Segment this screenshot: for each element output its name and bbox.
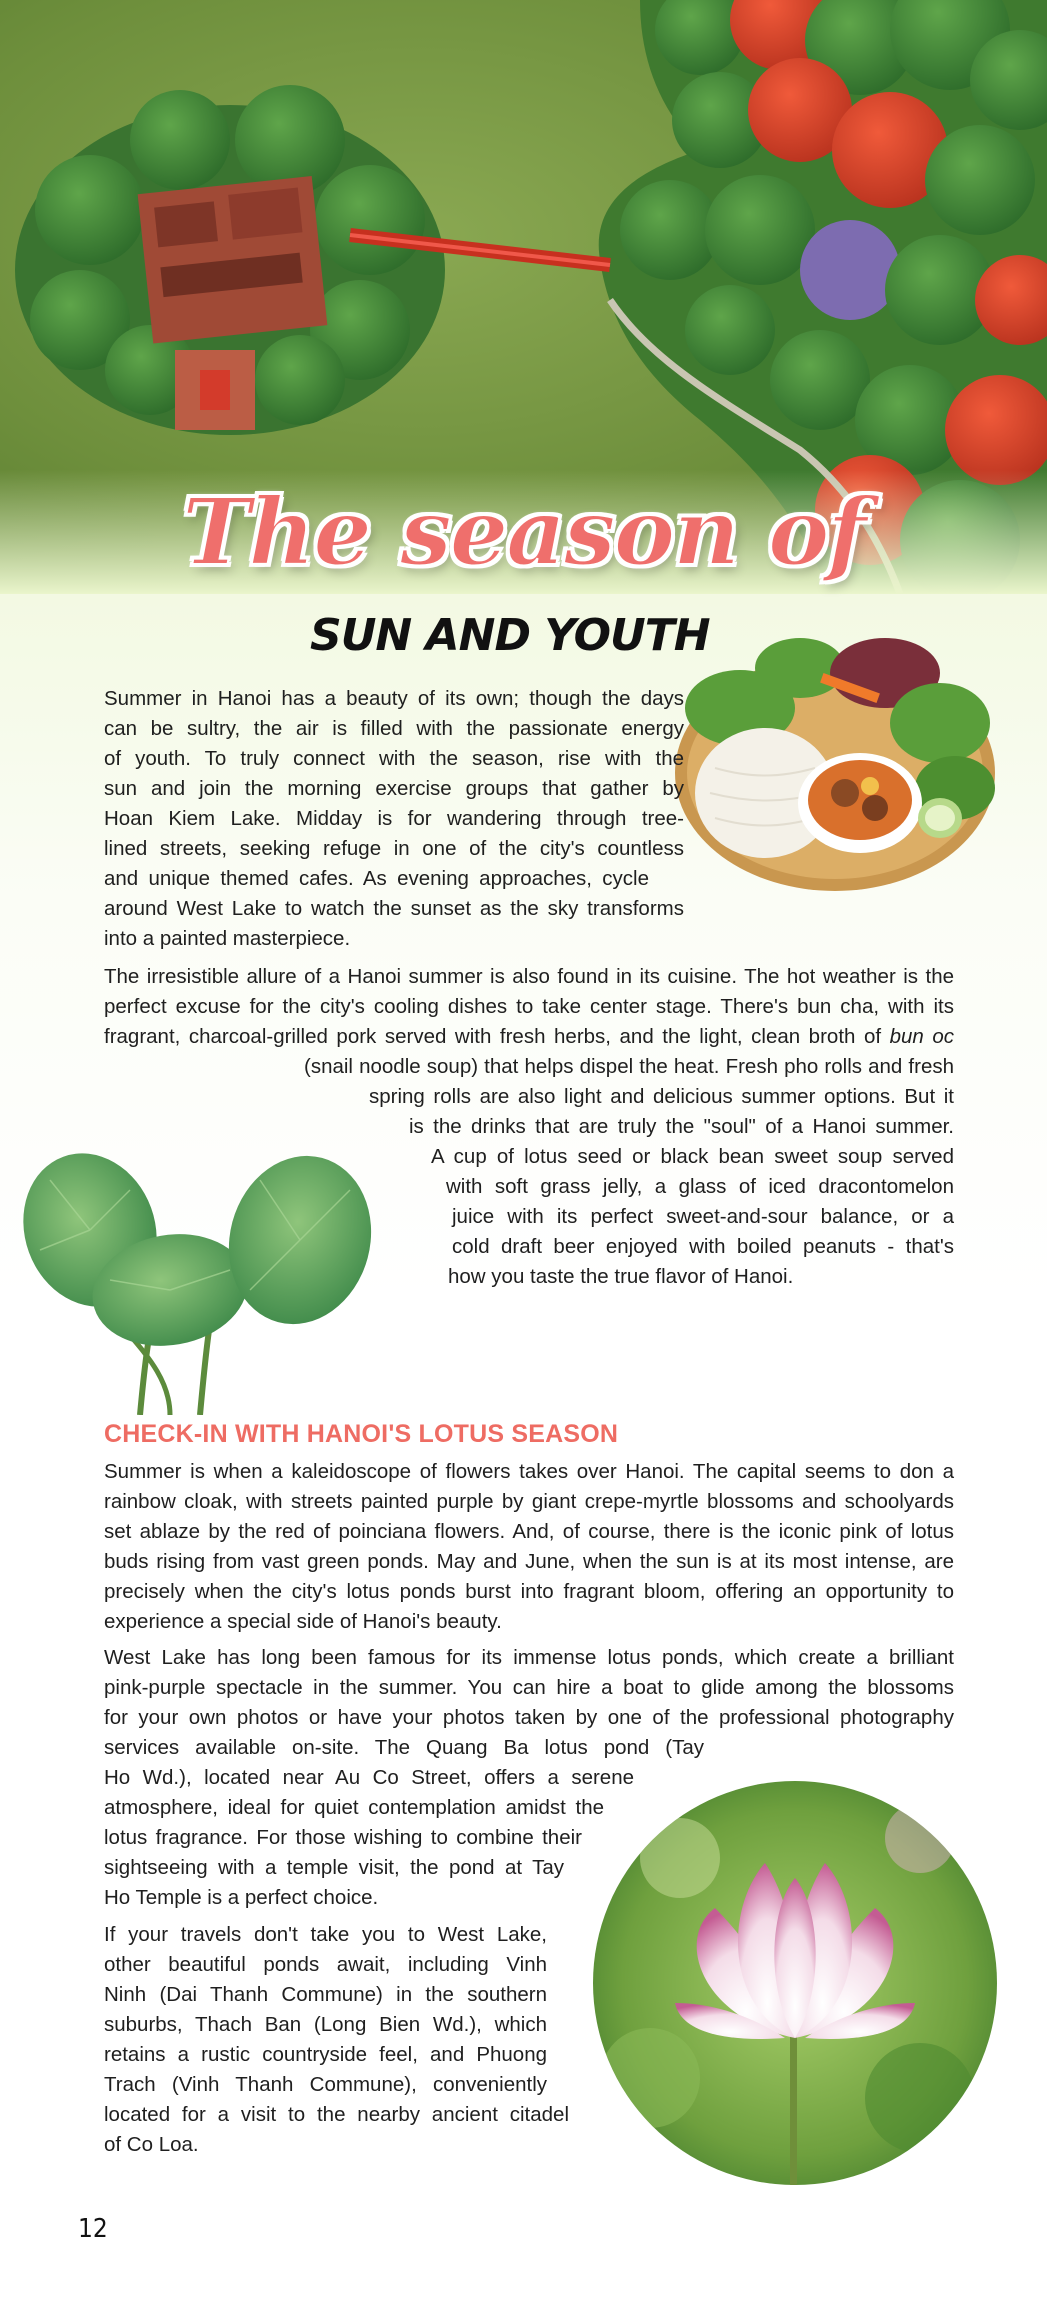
intro-line: can be sultry, the air is filled with the passionate energy: [104, 717, 684, 740]
bun-cha-illustration: [670, 628, 1000, 898]
intro-line: into a painted masterpiece.: [104, 927, 351, 950]
lotus-p2-line: for your own photos or have your photos taken by one of the professional photography: [104, 1706, 954, 1729]
page-number: 12: [78, 2214, 108, 2244]
lotus-p3-line: other beautiful ponds await, including Vinh: [104, 1953, 547, 1976]
intro-line: sun and join the morning exercise groups that gather by: [104, 777, 684, 800]
lotus-p1-line: buds rising from vast green ponds. May and June, when the sun is at its most intense, are: [104, 1550, 954, 1573]
lotus-leaves-illustration: [20, 1140, 380, 1415]
title-subtitle: SUN AND YOUTH: [310, 610, 710, 661]
lotus-p1-line: experience a special side of Hanoi's beauty.: [104, 1610, 502, 1633]
cuisine-line: perfect excuse for the city's cooling dishes to take center stage. There's bun cha, with its: [104, 995, 954, 1018]
lotus-p2-line: Ho Wd.), located near Au Co Street, offers a serene: [104, 1766, 634, 1789]
intro-line: and unique themed cafes. As evening approaches, cycle: [104, 867, 649, 890]
cuisine-line: spring rolls are also light and delicious summer options. But it: [369, 1085, 954, 1108]
cuisine-line: The irresistible allure of a Hanoi summer is also found in its cuisine. The hot weather is the: [104, 965, 954, 988]
lotus-flower-photo: [590, 1778, 1000, 2188]
lotus-p3-line: located for a visit to the nearby ancient citadel: [104, 2103, 569, 2126]
lotus-p2-line: services available on-site. The Quang Ba lotus pond (Tay: [104, 1736, 704, 1759]
lotus-flower-illustration: [590, 1778, 1000, 2188]
intro-line: around West Lake to watch the sunset as the sky transforms: [104, 897, 684, 920]
cuisine-italic-term: bun oc: [889, 1025, 954, 1048]
intro-line: Hoan Kiem Lake. Midday is for wandering through tree-: [104, 807, 684, 830]
intro-paragraph: [104, 684, 684, 954]
cuisine-line: [104, 1022, 954, 1052]
lotus-paragraph-1: [104, 1457, 954, 1637]
cuisine-line: how you taste the true flavor of Hanoi.: [448, 1265, 794, 1288]
lotus-p2-line: pink-purple spectacle in the summer. You can hire a boat to glide among the blossoms: [104, 1676, 954, 1699]
lotus-p2-line: Ho Temple is a perfect choice.: [104, 1886, 379, 1909]
lotus-p3-line: Ninh (Dai Thanh Commune) in the southern: [104, 1983, 547, 2006]
lotus-p1-line: rainbow cloak, with streets painted purple by giant crepe-myrtle blossoms and schoolyards: [104, 1490, 954, 1513]
lotus-p2-line: West Lake has long been famous for its immense lotus ponds, which create a brilliant: [104, 1646, 954, 1669]
lotus-leaves-photo: [20, 1140, 380, 1415]
title-script: The season of: [182, 478, 865, 586]
lotus-p3-line: Trach (Vinh Thanh Commune), conveniently: [104, 2073, 547, 2096]
lotus-p2-line: atmosphere, ideal for quiet contemplation amidst the: [104, 1796, 604, 1819]
lotus-p2-line: lotus fragrance. For those wishing to combine their: [104, 1826, 582, 1849]
cuisine-line: is the drinks that are truly the "soul" of a Hanoi summer.: [409, 1115, 954, 1138]
cuisine-line: cold draft beer enjoyed with boiled peanuts - that's: [452, 1235, 954, 1258]
lotus-p1-line: set ablaze by the red of poinciana flowers. And, of course, there is the iconic pink of lotus: [104, 1520, 954, 1543]
section-heading-lotus: CHECK-IN WITH HANOI'S LOTUS SEASON: [104, 1420, 619, 1448]
cuisine-line: with soft grass jelly, a glass of iced dracontomelon: [446, 1175, 954, 1198]
cuisine-line: juice with its perfect sweet-and-sour balance, or a: [452, 1205, 954, 1228]
intro-line: Summer in Hanoi has a beauty of its own; though the days: [104, 687, 684, 710]
lotus-p3-line: If your travels don't take you to West Lake,: [104, 1923, 547, 1946]
lotus-p2-line: sightseeing with a temple visit, the pond at Tay: [104, 1856, 564, 1879]
lotus-p1-line: precisely when the city's lotus ponds burst into fragrant bloom, offering an opportunity to: [104, 1580, 954, 1603]
intro-line: lined streets, seeking refuge in one of the city's countless: [104, 837, 684, 860]
lotus-p1-line: Summer is when a kaleidoscope of flowers takes over Hanoi. The capital seems to don a: [104, 1460, 954, 1483]
lotus-p3-line: suburbs, Thach Ban (Long Bien Wd.), which: [104, 2013, 547, 2036]
lotus-p3-line: retains a rustic countryside feel, and Phuong: [104, 2043, 547, 2066]
lotus-paragraph-3: [104, 1920, 574, 2160]
cuisine-line: A cup of lotus seed or black bean sweet soup served: [431, 1145, 954, 1168]
bun-cha-basket-photo: [670, 628, 1000, 898]
cuisine-line: (snail noodle soup) that helps dispel the heat. Fresh pho rolls and fresh: [304, 1055, 954, 1078]
intro-line: of youth. To truly connect with the season, rise with the: [104, 747, 684, 770]
cuisine-line-text: fragrant, charcoal-grilled pork served with fresh herbs, and the light, clean broth of: [104, 1025, 882, 1048]
lotus-p3-line: of Co Loa.: [104, 2133, 199, 2156]
